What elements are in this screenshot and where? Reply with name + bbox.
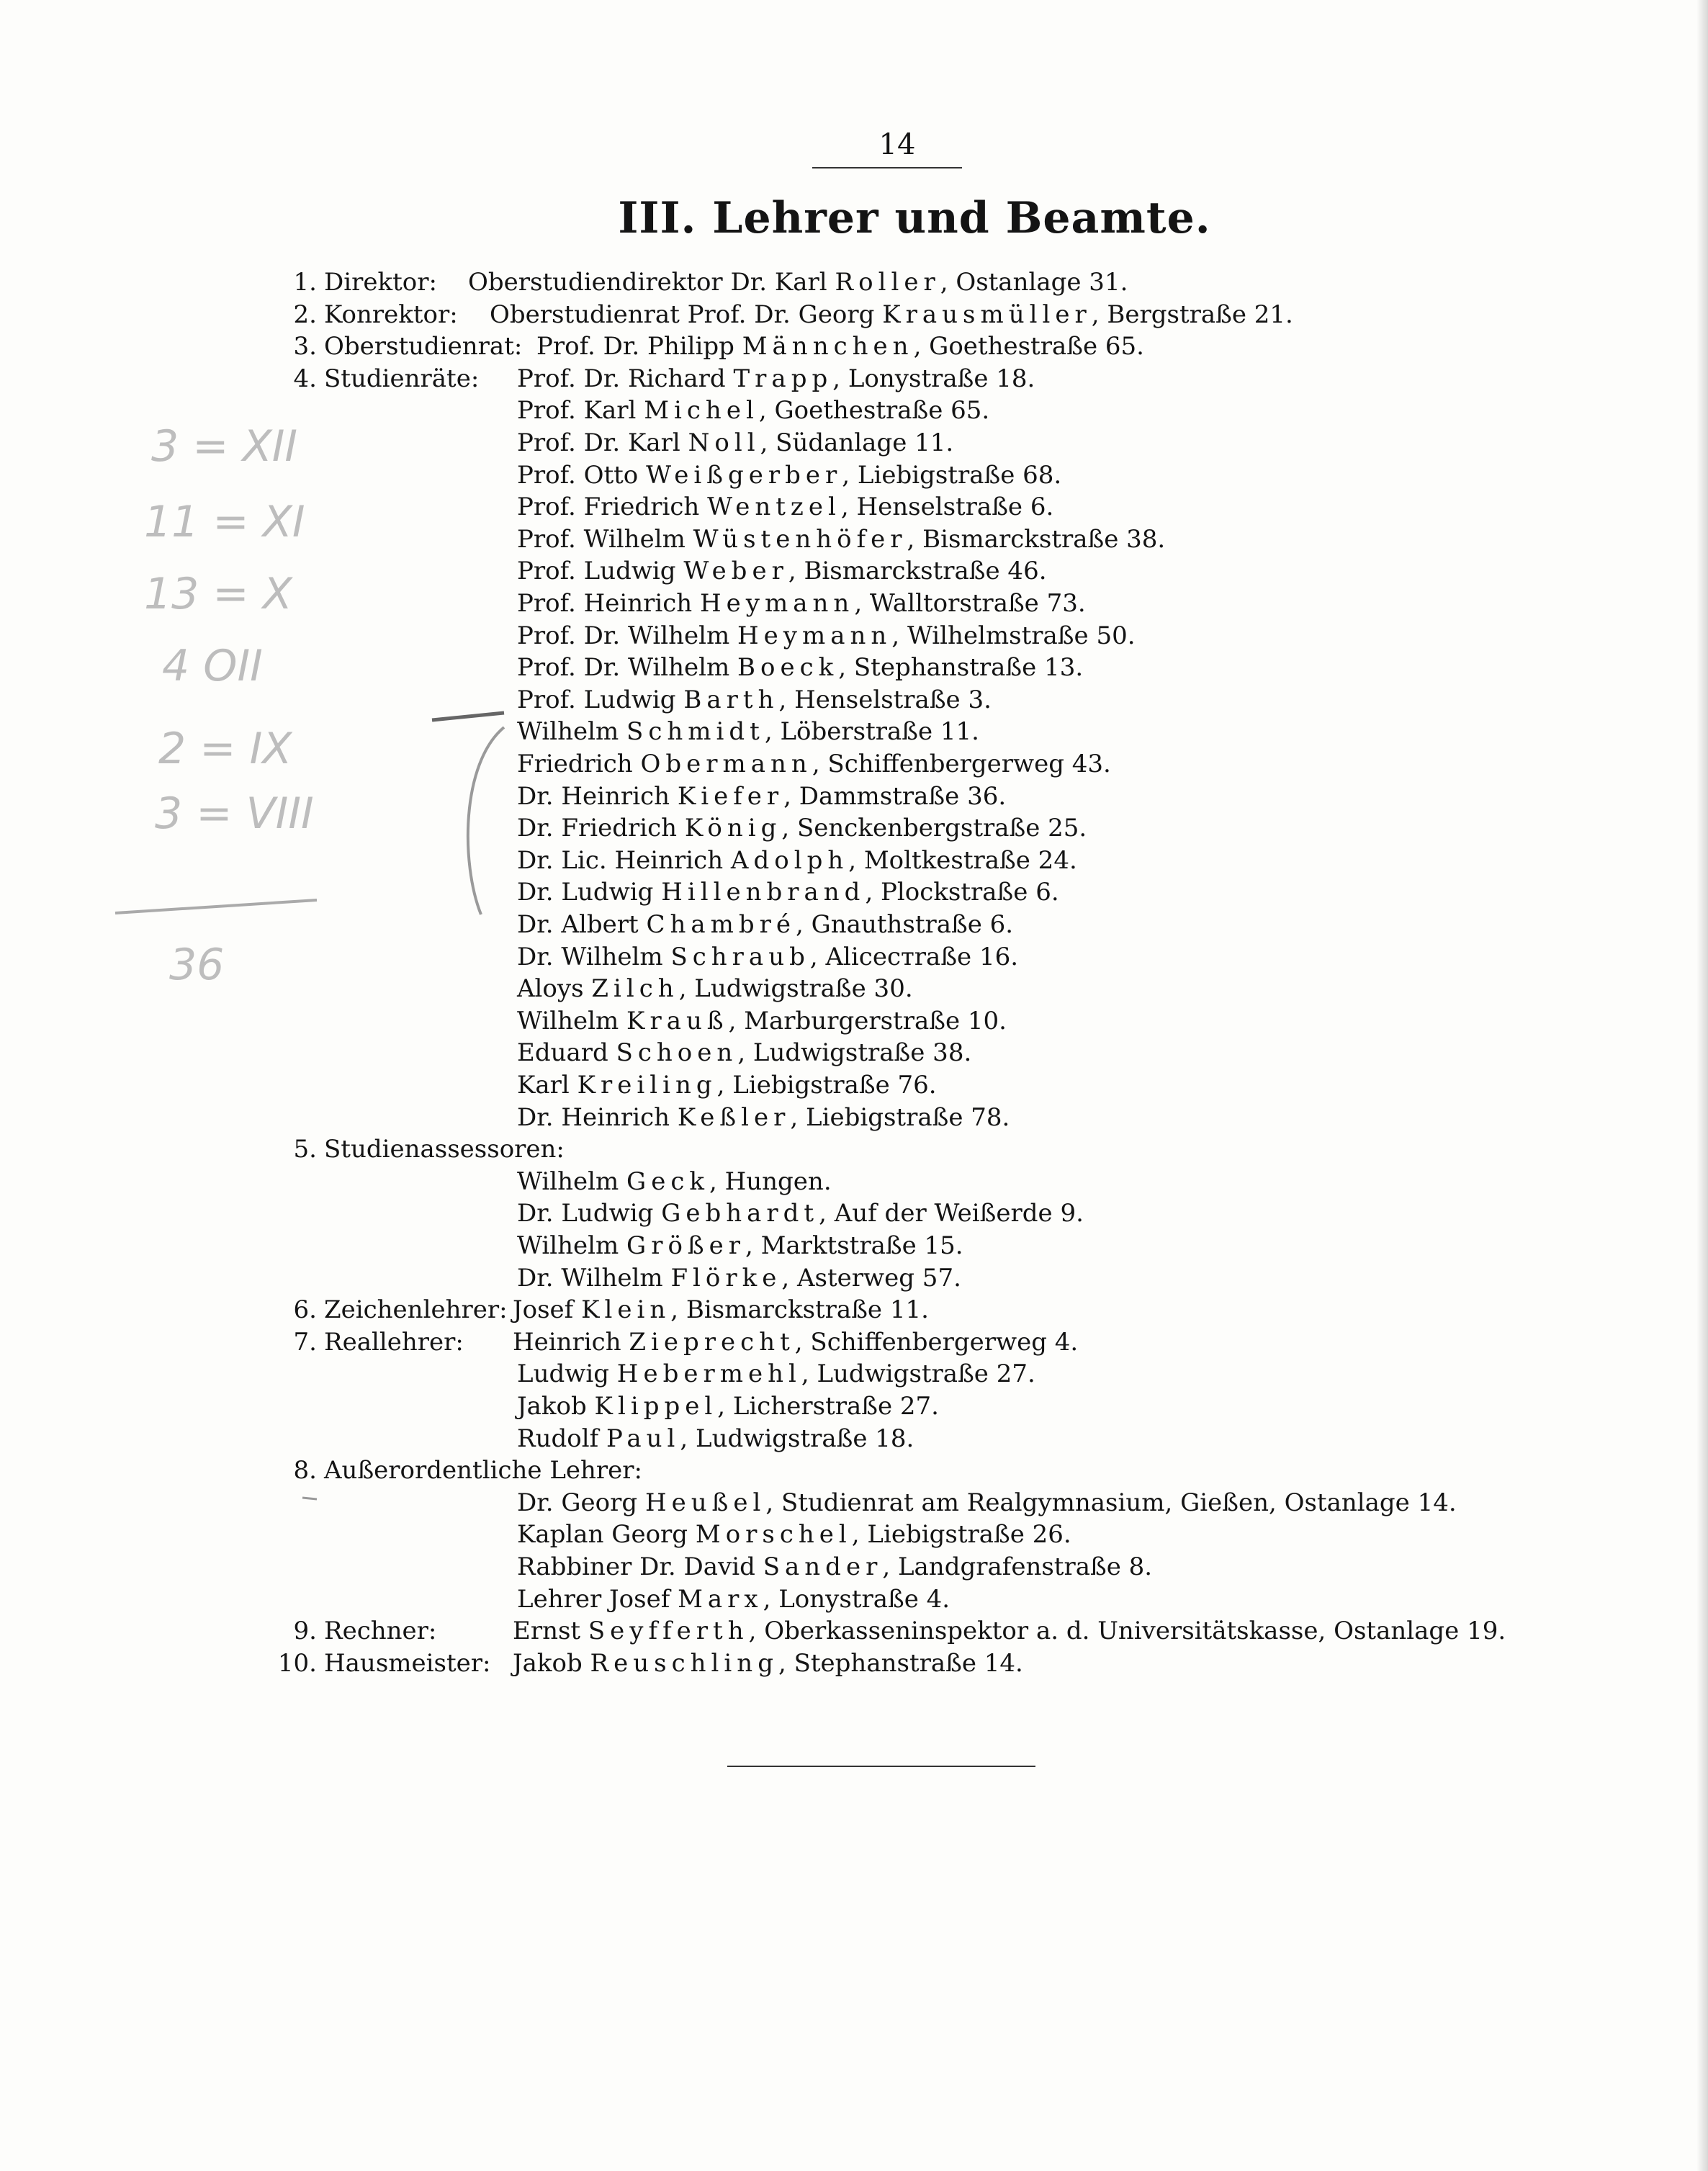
entry-given-name: Dr. Ludwig <box>517 1199 662 1228</box>
entry-surname: Chambré <box>646 910 796 939</box>
entry-given-name: Ernst <box>513 1617 588 1646</box>
entry-surname: Flörke <box>670 1263 782 1293</box>
entry-given-name: Wilhelm <box>517 717 627 747</box>
entry-category: Studienassessoren: <box>324 1135 565 1164</box>
entry-given-name: Friedrich <box>517 750 641 778</box>
entry-surname: Klippel <box>594 1392 718 1421</box>
entry-surname: Paul <box>606 1424 680 1453</box>
entry-surname: Weißgerber <box>646 460 842 490</box>
entry-given-name: Prof. Ludwig <box>517 685 684 714</box>
entry-given-name: Rudolf <box>517 1424 606 1453</box>
entry-address: , Bergstraße 21. <box>1091 300 1293 329</box>
entry-address: , Stephanstraße 13. <box>838 653 1084 683</box>
entry-given-name: Aloys <box>517 974 592 1004</box>
entry-address: , Liebigstraße 26. <box>851 1520 1071 1550</box>
entry-given-name: Wilhelm <box>517 1006 627 1035</box>
entry-address: , Liebigstraße 76. <box>716 1071 937 1100</box>
entry-surname: Krauß <box>626 1006 729 1035</box>
entry-address: , Oberkasseninspektor a. d. Universitätskasse, Ostanlage 19. <box>748 1617 1506 1646</box>
entry-surname: Kiefer <box>677 781 784 811</box>
entry-surname: Barth <box>683 685 779 714</box>
entry-given-name: Rabbiner Dr. David <box>517 1552 763 1581</box>
margin-note: 13 = X <box>144 569 292 619</box>
entry-address: , Bismarckstraße 38. <box>907 524 1166 554</box>
entry-surname: Michel <box>644 396 759 426</box>
entry-address: , Aliceстraße 16. <box>809 942 1019 971</box>
entry-surname: Größer <box>626 1231 746 1260</box>
entry-surname: Boeck <box>737 653 839 683</box>
page-number: 14 <box>878 128 916 161</box>
entry-address: , Marktstraße 15. <box>745 1231 963 1260</box>
entry-address: , Asterweg 57. <box>781 1263 961 1293</box>
entry-address: , Wilhelmstraße 50. <box>891 621 1136 650</box>
entry-address: , Schiffenbergerweg 4. <box>794 1327 1079 1357</box>
entry-given-name: Dr. Albert <box>517 910 647 939</box>
entry-address: , Ludwigstraße 30. <box>678 974 913 1004</box>
entry-surname: Marx <box>678 1584 763 1614</box>
entry-number: 1. <box>293 268 317 297</box>
pencil-stroke <box>302 1498 317 1499</box>
entry-address: , Ludwigstraße 27. <box>801 1359 1035 1389</box>
entry-given-name: Kaplan Georg <box>517 1520 696 1550</box>
entry-surname: Zieprecht <box>629 1327 795 1357</box>
entry-address: , Auf der Weißerde 9. <box>819 1199 1084 1228</box>
entry-given-name: Jakob <box>513 1648 590 1678</box>
entry-given-name: Dr. Lic. Heinrich <box>517 845 731 875</box>
entry-given-name: Wilhelm <box>517 1167 627 1196</box>
entry-given-name: Prof. Dr. Richard <box>517 364 734 393</box>
entry-address: , Ostanlage 31. <box>940 268 1128 297</box>
entry-given-name: Oberstudienrat Prof. Dr. Georg <box>490 300 883 329</box>
entry-surname: Wüstenhöfer <box>693 524 907 554</box>
entry-address: , Henselstraße 3. <box>778 685 992 714</box>
margin-note: 11 = XI <box>144 497 305 547</box>
entry-category: Hausmeister: <box>324 1648 491 1678</box>
entry-surname: Kreiling <box>577 1071 717 1100</box>
entry-address: , Landgrafenstraße 8. <box>882 1552 1153 1581</box>
entry-given-name: Dr. Wilhelm <box>517 1263 671 1293</box>
entry-surname: Roller <box>835 268 940 297</box>
entry-address: , Goethestraße 65. <box>758 396 990 426</box>
entry-surname: Noll <box>688 428 760 457</box>
entry-category: Außerordentliche Lehrer: <box>324 1456 642 1485</box>
entry-surname: Schraub <box>670 942 810 971</box>
entry-address: , Dammstraße 36. <box>783 781 1007 811</box>
entry-given-name: Prof. Heinrich <box>517 589 701 618</box>
entry-address: , Lonystraße 18. <box>832 364 1035 393</box>
entry-surname: König <box>684 814 782 843</box>
margin-note: 3 = VIII <box>155 788 314 839</box>
entry-surname: Hillenbrand <box>661 878 866 907</box>
entry-address: , Henselstraße 6. <box>840 493 1054 522</box>
entry-surname: Schmidt <box>626 717 765 747</box>
entry-number: 5. <box>293 1135 317 1164</box>
entry-surname: Reuschling <box>590 1648 778 1678</box>
margin-note: 4 OII <box>162 641 263 691</box>
entry-address: , Studienrat am Realgymnasium, Gießen, Ostanlage 14. <box>765 1488 1457 1517</box>
entry-address: , Löberstraße 11. <box>764 717 979 747</box>
entry-given-name: Prof. Dr. Karl <box>517 428 688 457</box>
entry-given-name: Heinrich <box>513 1327 629 1357</box>
entry-address: , Walltorstraße 73. <box>854 589 1086 618</box>
entry-surname: Trapp <box>733 364 833 393</box>
entry-address: , Liebigstraße 78. <box>790 1102 1010 1132</box>
entry-given-name: Dr. Heinrich <box>517 1102 678 1132</box>
entry-surname: Obermann <box>640 750 812 778</box>
entry-address: , Liebigstraße 68. <box>842 460 1062 490</box>
entry-surname: Heymann <box>700 589 855 618</box>
entry-address: , Goethestraße 65. <box>913 332 1144 361</box>
entry-surname: Männchen <box>742 332 914 361</box>
pencil-arrow <box>432 713 504 720</box>
entry-address: , Ludwigstraße 18. <box>680 1424 914 1453</box>
entry-category: Konrektor: <box>324 300 458 329</box>
entry-address: , Ludwigstraße 38. <box>737 1038 972 1068</box>
entry-given-name: Prof. Dr. Philipp <box>536 332 742 361</box>
entry-given-name: Karl <box>517 1071 577 1100</box>
entry-surname: Klein <box>581 1295 671 1325</box>
entry-address: , Senckenbergstraße 25. <box>781 814 1087 843</box>
entry-given-name: Eduard <box>517 1038 616 1068</box>
entry-address: , Stephanstraße 14. <box>778 1648 1023 1678</box>
entry-category: Studienräte: <box>324 364 480 393</box>
entry-given-name: Prof. Friedrich <box>517 493 708 522</box>
entry-given-name: Prof. Otto <box>517 460 647 490</box>
margin-note: 3 = XII <box>151 421 298 472</box>
entry-given-name: Dr. Wilhelm <box>517 942 671 971</box>
entry-surname: Hebermehl <box>616 1359 801 1389</box>
entry-number: 6. <box>293 1295 317 1325</box>
entry-given-name: Prof. Ludwig <box>517 557 684 586</box>
entry-surname: Heymann <box>737 621 892 650</box>
entry-address: , Hungen. <box>709 1167 832 1196</box>
margin-note: 2 = IX <box>158 724 292 774</box>
entry-given-name: Lehrer Josef <box>517 1584 678 1614</box>
entry-given-name: Prof. Dr. Wilhelm <box>517 653 738 683</box>
entry-number: 7. <box>293 1327 317 1357</box>
entry-surname: Keßler <box>677 1102 791 1132</box>
entry-address: , Bismarckstraße 46. <box>788 557 1047 586</box>
entry-given-name: Prof. Dr. Wilhelm <box>517 621 738 650</box>
scan-edge <box>1696 0 1708 2171</box>
entry-given-name: Wilhelm <box>517 1231 627 1260</box>
entry-given-name: Ludwig <box>517 1359 617 1389</box>
entry-surname: Schoen <box>616 1038 738 1068</box>
entry-given-name: Oberstudiendirektor Dr. Karl <box>468 268 835 297</box>
entry-given-name: Jakob <box>517 1392 595 1421</box>
pencil-bracket <box>468 727 504 914</box>
entry-address: , Bismarckstraße 11. <box>670 1295 929 1325</box>
entry-surname: Krausmüller <box>882 300 1092 329</box>
entry-surname: Heußel <box>644 1488 766 1517</box>
entry-surname: Adolph <box>730 845 849 875</box>
entry-address: , Südanlage 11. <box>760 428 954 457</box>
entry-address: , Plockstraße 6. <box>865 878 1059 907</box>
entry-given-name: Dr. Georg <box>517 1488 645 1517</box>
entry-given-name: Dr. Ludwig <box>517 878 662 907</box>
entry-category: Oberstudienrat: <box>324 332 523 361</box>
entry-number: 4. <box>293 364 317 393</box>
entry-address: , Moltkestraße 24. <box>848 845 1077 875</box>
entry-given-name: Josef <box>513 1295 582 1325</box>
entry-number: 2. <box>293 300 317 329</box>
entry-number: 3. <box>293 332 317 361</box>
entry-surname: Gebhardt <box>661 1199 819 1228</box>
entry-surname: Wentzel <box>707 493 841 522</box>
entry-surname: Morschel <box>695 1520 852 1550</box>
entry-address: , Schiffenbergerweg 43. <box>812 750 1111 778</box>
entry-address: , Lonystraße 4. <box>763 1584 950 1614</box>
entry-surname: Geck <box>626 1167 709 1196</box>
entry-surname: Seyfferth <box>588 1617 749 1646</box>
entry-address: , Licherstraße 27. <box>717 1392 939 1421</box>
section-title: III. Lehrer und Beamte. <box>618 193 1211 243</box>
entry-given-name: Dr. Heinrich <box>517 781 678 811</box>
entry-number: 9. <box>293 1617 317 1646</box>
entry-category: Rechner: <box>324 1617 437 1646</box>
margin-note: 36 <box>169 940 225 990</box>
entry-surname: Zilch <box>591 974 679 1004</box>
entry-given-name: Dr. Friedrich <box>517 814 685 843</box>
entry-surname: Weber <box>683 557 788 586</box>
pencil-sum-line <box>115 900 317 913</box>
entry-given-name: Prof. Wilhelm <box>517 524 693 554</box>
entry-surname: Sander <box>763 1552 883 1581</box>
entry-number: 8. <box>293 1456 317 1485</box>
entry-category: Reallehrer: <box>324 1327 464 1357</box>
entry-category: Zeichenlehrer: <box>324 1295 508 1325</box>
entry-number: 10. <box>277 1648 317 1678</box>
entry-category: Direktor: <box>324 268 437 297</box>
entry-address: , Gnauthstraße 6. <box>796 910 1014 939</box>
entry-given-name: Prof. Karl <box>517 396 644 426</box>
entry-address: , Marburgerstraße 10. <box>728 1006 1007 1035</box>
